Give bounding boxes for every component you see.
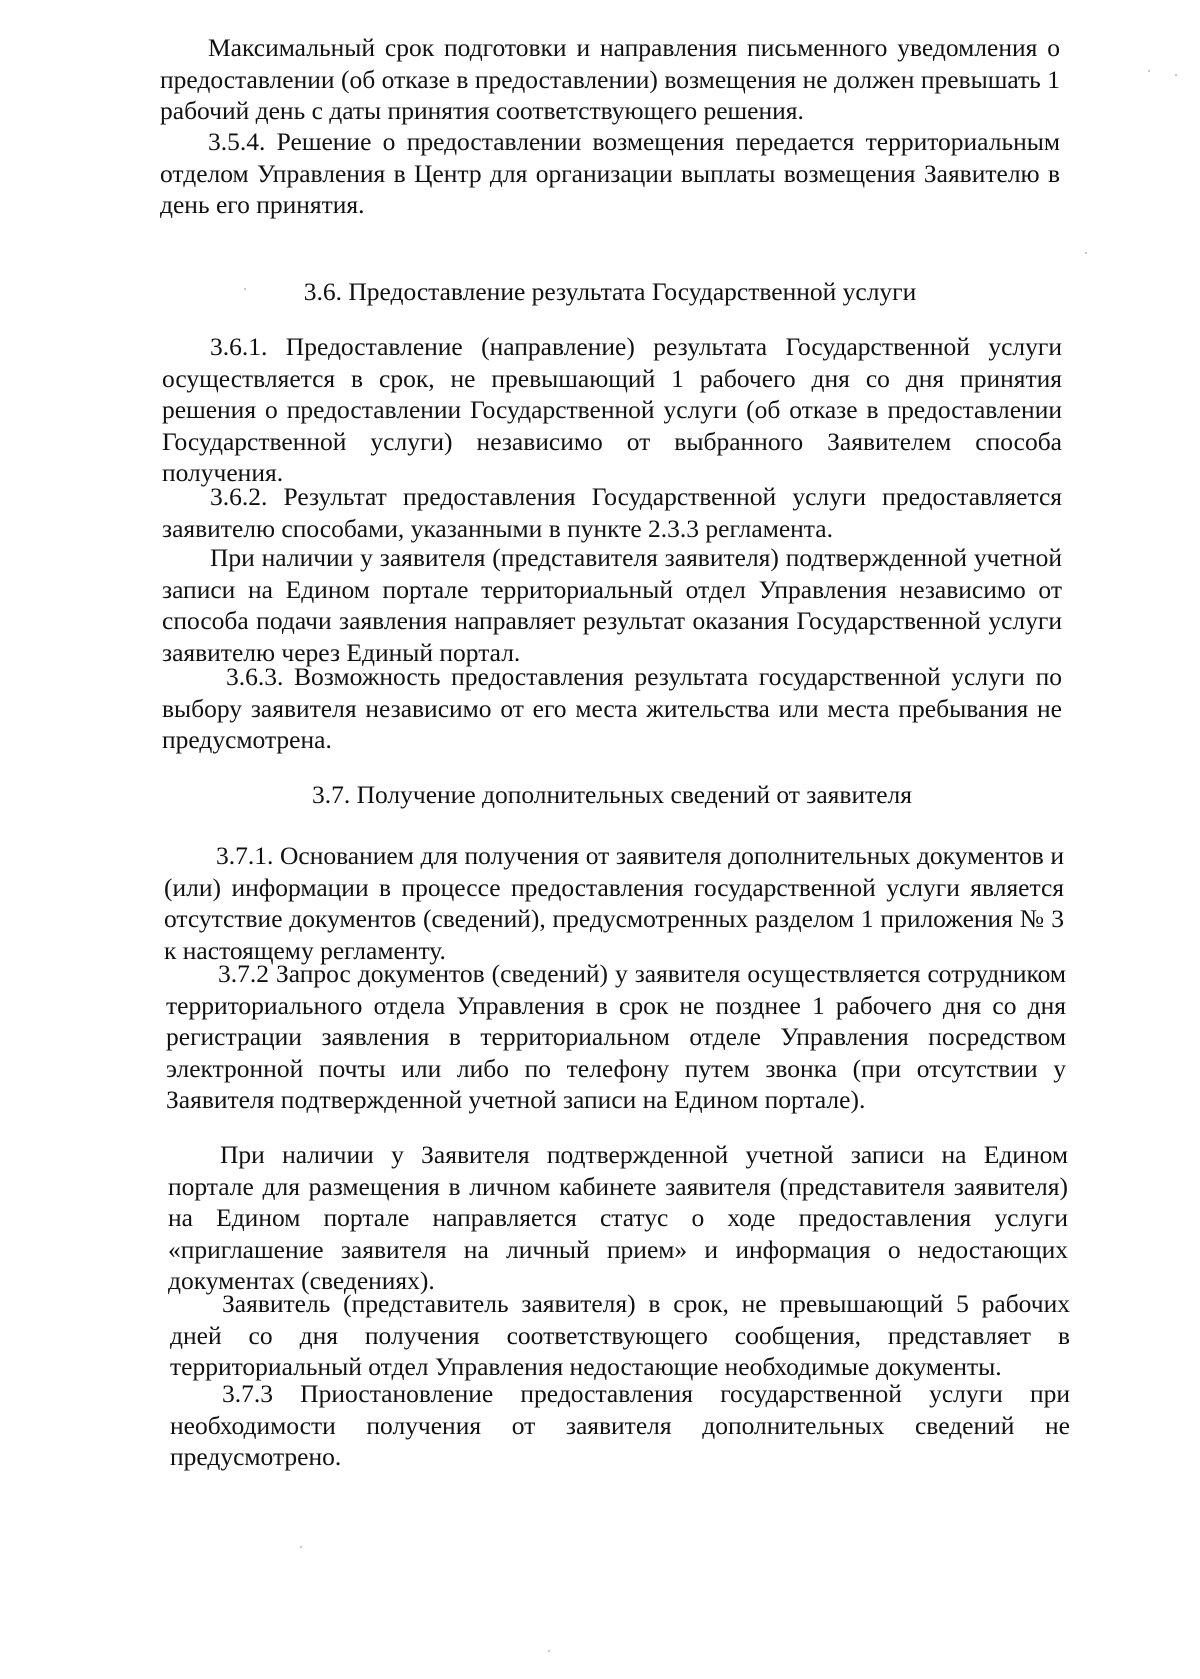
- scan-speck: [1175, 74, 1177, 76]
- paragraph-3-7-2-deadline: Заявитель (представитель заявителя) в срок, не превышающий 5 рабочих дней со дня получения соответствующего сообщения, представляет в территориальный отдел Управления недостающие необходимые документы.: [170, 1289, 1070, 1381]
- scan-speck: [300, 1546, 302, 1548]
- paragraph-3-7-2-portal: При наличии у Заявителя подтвержденной учетной записи на Едином портале для размещения в личном кабинете заявителя (представителя заявителя) на Едином портале направляется статус о ходе предоставления услуги «приглашение заявителя на личный прием» и информация о недостающих документах (сведениях).: [168, 1140, 1068, 1295]
- section-heading-3-6: 3.6. Предоставление результата Государственной услуги: [303, 277, 917, 306]
- paragraph-3-5-3-tail: Максимальный срок подготовки и направления письменного уведомления о предоставлении (об отказе в предоставлении) возмещения не должен превышать 1 рабочий день с даты принятия соответствующего решения.: [160, 33, 1060, 125]
- paragraph-3-6-1: 3.6.1. Предоставление (направление) результата Государственной услуги осуществляется в срок, не превышающий 1 рабочего дня со дня принятия решения о предоставлении Государственной услуги (об отказе в предоставлении Государственной услуги) независимо от выбранного Заявителем способа получения.: [162, 332, 1062, 487]
- section-heading-3-7: 3.7. Получение дополнительных сведений от заявителя: [311, 780, 913, 809]
- paragraph-3-7-1: 3.7.1. Основанием для получения от заявителя дополнительных документов и (или) информации в процессе предоставления государственной услуги является отсутствие документов (сведений), предусмотренных разделом 1 приложения № 3 к настоящему регламенту.: [164, 841, 1064, 965]
- scan-speck: [244, 288, 246, 290]
- scan-speck: [1085, 252, 1087, 254]
- scan-speck: [1148, 70, 1150, 72]
- paragraph-3-5-4: 3.5.4. Решение о предоставлении возмещения передается территориальным отделом Управления в Центр для организации выплаты возмещения Заявителю в день его принятия.: [160, 127, 1060, 219]
- paragraph-3-6-3: 3.6.3. Возможность предоставления результата государственной услуги по выбору заявителя независимо от его места жительства или места пребывания не предусмотрена.: [162, 662, 1062, 754]
- scan-speck: [548, 1650, 550, 1652]
- paragraph-3-7-2: 3.7.2 Запрос документов (сведений) у заявителя осуществляется сотрудником территориального отдела Управления в срок не позднее 1 рабочего дня со дня регистрации заявления в территориальном отделе Управления посредством электронной почты или либо по телефону путем звонка (при отсутствии у Заявителя подтвержденной учетной записи на Едином портале).: [166, 959, 1066, 1114]
- paragraph-3-7-3: 3.7.3 Приостановление предоставления государственной услуги при необходимости получения от заявителя дополнительных сведений не предусмотрено.: [170, 1379, 1070, 1471]
- paragraph-3-6-2: 3.6.2. Результат предоставления Государственной услуги предоставляется заявителю способами, указанными в пункте 2.3.3 регламента.: [162, 482, 1062, 543]
- paragraph-3-6-2-portal: При наличии у заявителя (представителя заявителя) подтвержденной учетной записи на Едином портале территориальный отдел Управления независимо от способа подачи заявления направляет результат оказания Государственной услуги заявителю через Единый портал.: [162, 543, 1062, 667]
